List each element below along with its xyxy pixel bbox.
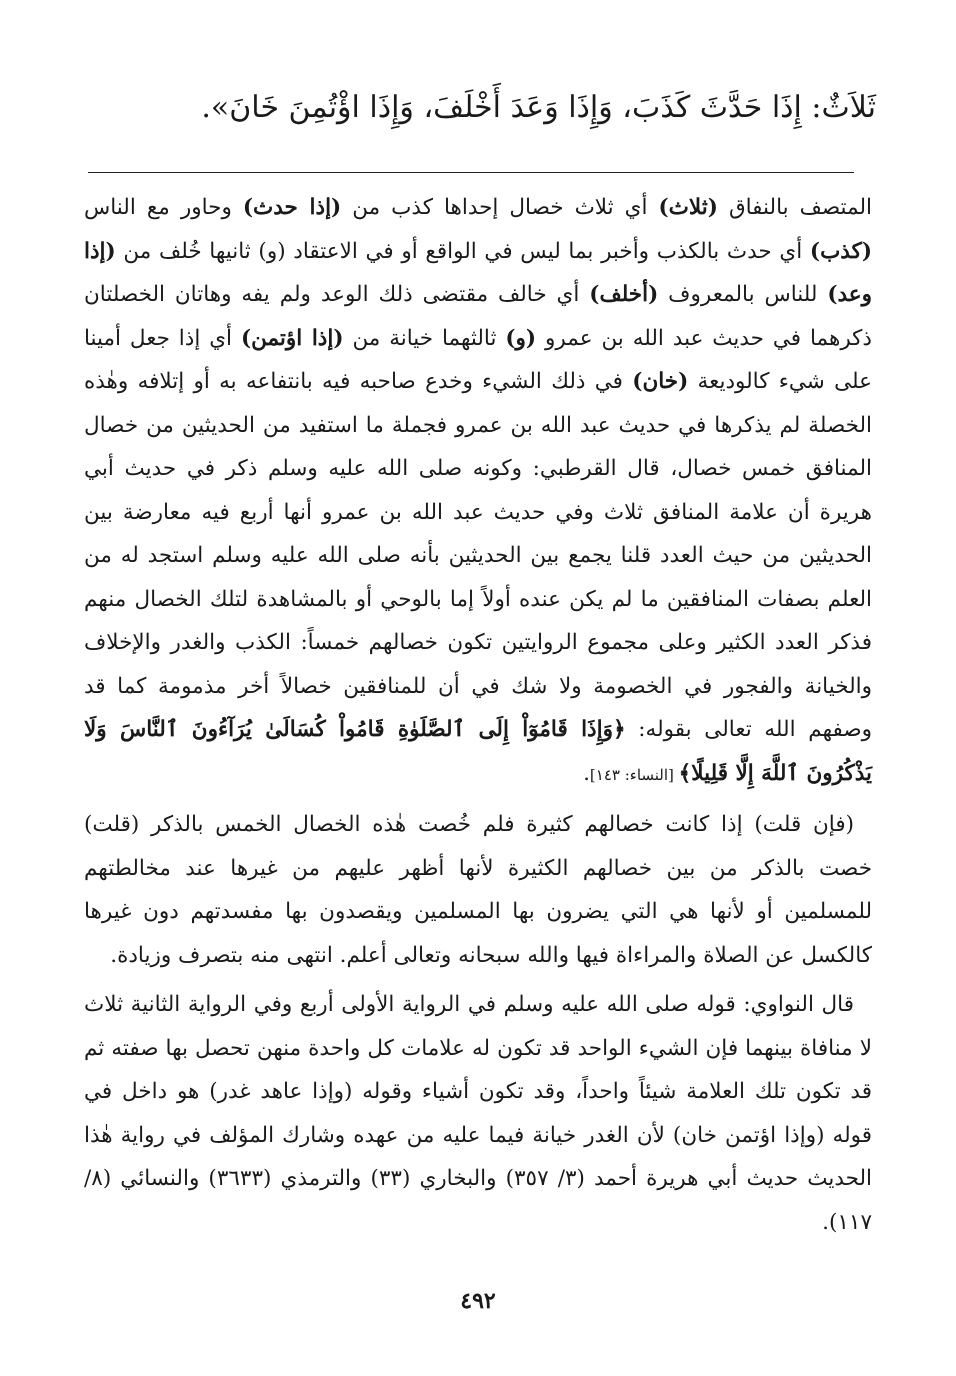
text-run: للناس بالمعروف — [658, 282, 828, 307]
text-run: وحاور مع الناس — [84, 195, 243, 220]
keyword-akhlaf: (أخلف) — [589, 282, 659, 307]
text-run: أي حدث بالكذب وأخبر بما ليس في الواقع أو في الاعتقاد (و) ثانيها خُلف من — [115, 238, 810, 264]
text-run: أي إذا جعل أمينا على شيء كالوديعة — [84, 325, 872, 394]
text-run: ثالثهما خيانة من — [343, 325, 506, 351]
keyword-waw: (و) — [505, 325, 537, 351]
keyword-idha-waad: (إذا وعد) — [84, 238, 873, 307]
keyword-kadhab: (كذب) — [809, 238, 872, 264]
text-run: أي ثلاث خصال إحداها كذب من — [341, 195, 659, 220]
keyword-khan: (خان) — [632, 369, 689, 394]
commentary-paragraph-3: قال النواوي: قوله صلى الله عليه وسلم في الرواية الأولى أربع وفي الرواية الثانية ثلاث لا منافاة بينهما فإن الشيء الواحد قد تكون له علامات كل واحدة منهن تحصل بها صفته ثم قد تكون تلك العلامة شيئاً واحداً، وقد تكون أشياء وقوله (وإذا عاهد غدر) هو داخل في قوله (وإذا اؤتمن خان) لأن الغدر خيانة فيما عليه من عهده وشارك المؤلف في رواية هٰذا الحديث حديث أبي هريرة أحمد (٣/ ٣٥٧) والبخاري (٣٣) والترمذي (٣٦٣٣) والنسائي (٨/ ١١٧). — [84, 992, 873, 1235]
keyword-thalath: (ثلاث) — [658, 195, 718, 220]
text-run: أي خالف مقتضى ذلك الوعد ولم يفه وهاتان الخصلتان ذكرهما في حديث عبد الله بن عمرو — [84, 282, 872, 351]
page-number: ٤٩٢ — [460, 1288, 496, 1314]
text-run: في ذلك الشيء وخدع صاحبه فيه بانتفاعه به أو إتلافه وهٰذه الخصلة لم يذكرها في حديث عبد الله بن عمرو فجملة ما استفيد من الحديثين من خصال المنافق خمس خصال، قال القرطبي: وكونه صلى الله عليه وسلم ذكر في حديث أبي هريرة أن علامة المنافق ثلاث وفي حديث عبد الله بن عمرو أنها أربع فيه معارضة بين الحديثين من حيث العدد قلنا يجمع بين الحديثين بأنه صلى الله عليه وسلم استجد له من العلم بصفات المنافقين ما لم يكن عنده أولاً إما بالوحي أو بالمشاهدة لتلك الخصال منهم فذكر العدد الكثير وعلى مجموع الروايتين تكون خصالهم خمساً: الكذب والغدر والإخلاف والخيانة والفجور في الخصومة ولا شك في أن للمنافقين خصالاً أخر مذمومة كما قد وصفهم الله تعالى بقوله: — [84, 369, 873, 742]
commentary-paragraph-1 — [84, 186, 872, 797]
quran-reference: [النساء: ١٤٣] — [589, 765, 679, 784]
text-run: . — [583, 760, 590, 786]
text-run: المتصف بالنفاق — [717, 195, 872, 220]
quran-quote: ﴿وَإِذَا قَامُوٓاْ إِلَى ٱلصَّلَوٰةِ قَامُواْ كُسَالَىٰ يُرَآءُونَ ٱلنَّاسَ وَلَا يَذْكُرُونَ ٱللَّهَ إِلَّا قَلِيلًا﴾ — [84, 717, 872, 786]
commentary-paragraph-2: (فإن قلت) إذا كانت خصالهم كثيرة فلم خُصت هٰذه الخصال الخمس بالذكر (قلت) خصت بالذكر من بين خصالهم الكثيرة لأنها أظهر عليهم من غيرها عند مخالطتهم للمسلمين أو لأنها هي التي يضرون بها المسلمين ويقصدون بها مفسدتهم دون غيرها كالكسل عن الصلاة والمراءاة فيها والله سبحانه وتعالى أعلم. انتهى منه بتصرف وزيادة. — [84, 812, 872, 968]
keyword-idha-haddath: (إذا حدث) — [242, 195, 342, 220]
hadith-text-tail: ثَلاَثٌ: إِذَا حَدَّثَ كَذَبَ، وَإِذَا وَعَدَ أَخْلَفَ، وَإِذَا اؤْتُمِنَ خَانَ». — [201, 90, 876, 125]
keyword-idha-utumin: (إذا اؤتمن) — [240, 325, 344, 351]
commentary-body — [84, 186, 872, 1250]
footnote-separator — [88, 172, 854, 173]
